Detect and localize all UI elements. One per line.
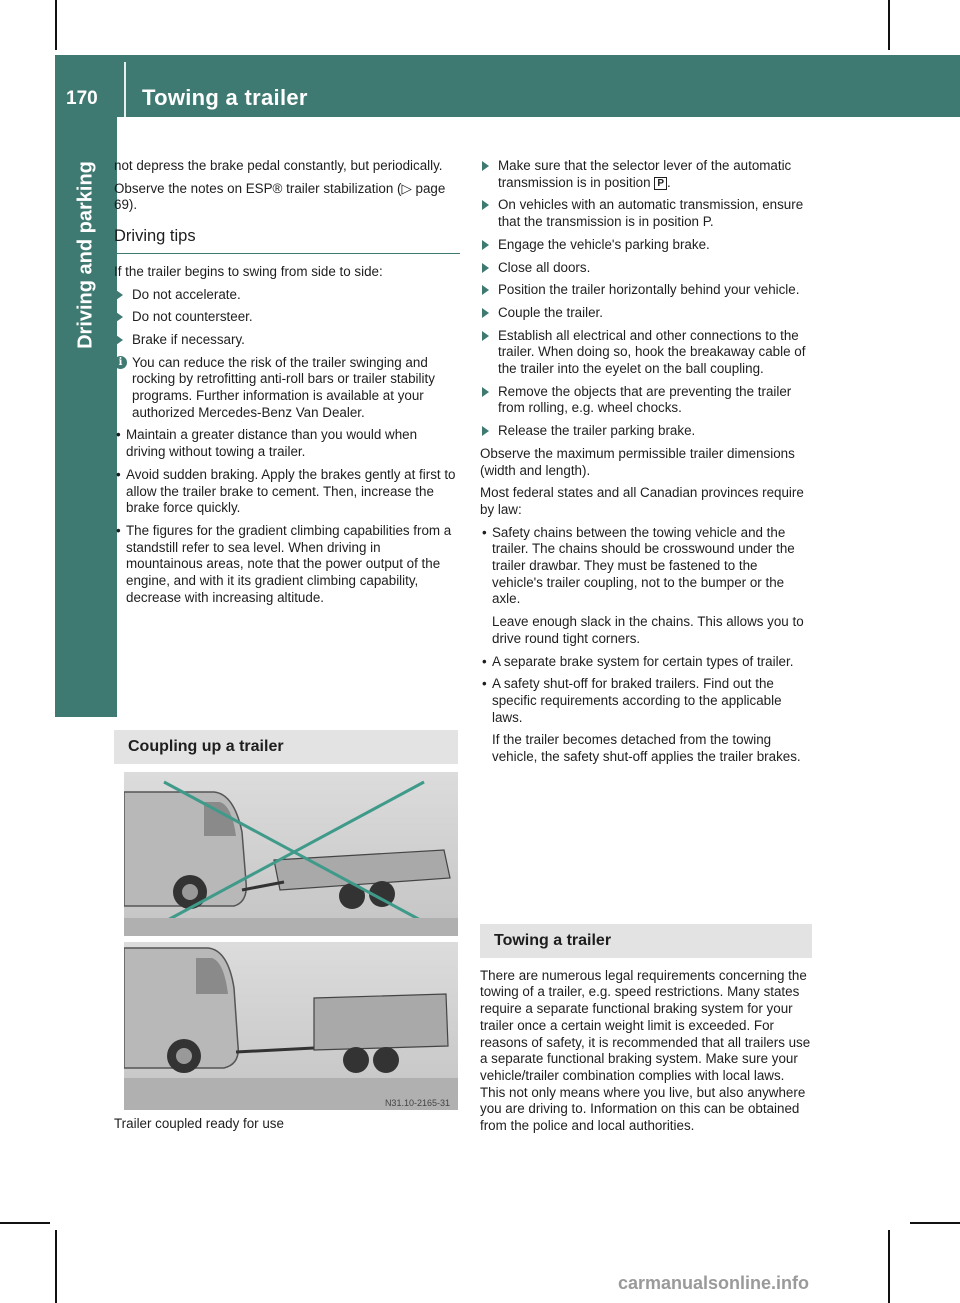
watermark-text: carmanualsonline.info (618, 1273, 810, 1293)
crop-mark (888, 1230, 890, 1303)
step-text: Engage the vehicle's parking brake. (498, 236, 710, 252)
bullet-dot-icon: • (116, 427, 121, 443)
step-arrow-icon (116, 290, 123, 300)
bullet-text: Maintain a greater distance than you would when driving without towing a trailer. (126, 427, 418, 460)
step-arrow-icon (482, 331, 489, 341)
step-arrow-icon (482, 387, 489, 397)
step-text: Couple the trailer. (498, 304, 603, 320)
step-text: Establish all electrical and other connections to the trailer. When doing so, hook the breakaway cable of the trailer into the eyelet on the ball coupling. (498, 327, 806, 377)
left-column (114, 158, 460, 612)
coupling-section (114, 730, 458, 774)
bullet-item (480, 525, 812, 609)
info-icon: i (114, 356, 127, 369)
towing-section (480, 924, 812, 1141)
bullet-sub-paragraph: Leave enough slack in the chains. This allows you to drive round tight corners. (492, 614, 804, 646)
step-item (480, 282, 812, 299)
step-arrow-icon (482, 263, 489, 273)
esp-note-paragraph: Observe the notes on ESP® trailer stabilization (▷ page 69). (114, 180, 446, 213)
step-text: Close all doors. (498, 259, 591, 275)
coupling-illustration (124, 772, 458, 1110)
page-number: 170 (66, 88, 98, 109)
figure-caption: Trailer coupled ready for use (114, 1116, 284, 1131)
info-note (114, 355, 460, 422)
towing-body: There are numerous legal requirements concerning the towing of a trailer, e.g. speed restrictions. Many states require a separate functional braking system for your trailer once a certain weight limit is exceeded. For reasons of safety, it is recommended that all trailers use a separate functional braking system. Make sure your vehicle/trailer combination complies with local laws. This not only means where you live, but also anywhere you are driving to. Information on this can be obtained from the police and local authorities. (480, 967, 811, 1134)
gear-p-symbol: P (702, 214, 710, 230)
bullet-sub-paragraph: If the trailer becomes detached from the towing vehicle, the safety shut-off applies the trailer brakes. (492, 732, 801, 765)
page-title: Towing a trailer (142, 85, 308, 110)
step-item (480, 260, 812, 277)
step-item: On vehicles with an automatic transmission, ensure that the transmission is in position P. (480, 197, 812, 230)
step-item (114, 309, 460, 326)
gear-p-symbol: P (654, 177, 667, 190)
driving-tips-heading: Driving tips (114, 227, 196, 246)
side-tab-label: Driving and parking (74, 161, 97, 349)
step-item (480, 328, 812, 378)
step-arrow-icon (482, 240, 489, 250)
intro-paragraph: not depress the brake pedal constantly, but periodically. (114, 158, 443, 173)
step-text: Do not countersteer. (132, 309, 253, 325)
step-text: Release the trailer parking brake. (498, 423, 696, 439)
bullet-dot-icon: • (116, 522, 121, 538)
step-arrow-icon (482, 285, 489, 295)
bullet-dot-icon: • (482, 676, 487, 692)
bullet-dot-icon: • (116, 466, 121, 482)
step-text: Brake if necessary. (132, 331, 245, 347)
step-item (480, 237, 812, 254)
coupling-section-title: Coupling up a trailer (114, 730, 458, 764)
bullet-item (114, 427, 460, 460)
step-item (480, 423, 812, 440)
step-item (480, 305, 812, 322)
bullet-text: Safety chains between the towing vehicle and the trailer. The chains should be crosswound under the trailer drawbar. They must be fastened to the vehicle's trailer coupling, not to the bumper or the axle. (492, 524, 795, 607)
bullet-dot-icon: • (482, 653, 487, 669)
step-text: Do not accelerate. (132, 286, 241, 302)
crop-mark (55, 1230, 57, 1303)
step-item (114, 332, 460, 349)
towing-section-title: Towing a trailer (480, 924, 812, 958)
figure-code: N31.10-2165-31 (384, 1098, 450, 1108)
step-arrow-icon (116, 312, 123, 322)
bullet-item (114, 467, 460, 517)
bullet-text: A separate brake system for certain types of trailer. (492, 653, 794, 669)
swing-intro: If the trailer begins to swing from side to side: (114, 263, 383, 279)
header-separator (124, 62, 126, 117)
step-arrow-icon (482, 426, 489, 436)
bullet-dot-icon: • (482, 524, 487, 540)
law-paragraph: Most federal states and all Canadian provinces require by law: (480, 485, 804, 517)
bullet-item (114, 523, 460, 607)
crop-mark (910, 1222, 960, 1224)
bullet-item (480, 676, 812, 726)
step-text: Position the trailer horizontally behind your vehicle. (498, 282, 800, 298)
bullet-text: The figures for the gradient climbing capabilities from a standstill refer to sea level. When driving in mountainous areas, note that the power output of the engine, and with it its gradient climbing capability, decrease with increasing altitude. (126, 522, 452, 605)
bullet-item (480, 654, 812, 671)
right-column (480, 158, 812, 772)
step-text: Remove the objects that are preventing the trailer from rolling, e.g. wheel chocks. (498, 383, 792, 416)
step-arrow-icon (482, 200, 489, 210)
info-note-text: You can reduce the risk of the trailer swinging and rocking by retrofitting anti-roll bars or trailer stability programs. Further information is available at your authorized Mercedes-Benz Van Dealer. (132, 354, 435, 420)
step-item (114, 287, 460, 304)
step-arrow-icon (482, 161, 489, 171)
bullet-text: Avoid sudden braking. Apply the brakes gently at first to allow the trailer brake to cement. Then, increase the brake force quickly. (126, 466, 456, 516)
dimensions-paragraph: Observe the maximum permissible trailer dimensions (width and length). (480, 445, 795, 478)
step-arrow-icon (116, 335, 123, 345)
crop-mark (888, 0, 890, 50)
step-item (480, 384, 812, 417)
crop-mark (55, 0, 57, 50)
step-item: Make sure that the selector lever of the automatic transmission is in position P . (480, 158, 812, 191)
step-text: On vehicles with an automatic transmission, ensure that the transmission is in position (498, 197, 804, 230)
coupling-illustration-svg (124, 772, 458, 1110)
crop-mark (0, 1222, 50, 1224)
step-arrow-icon (482, 308, 489, 318)
step-text: Make sure that the selector lever of the automatic transmission is in position (498, 158, 792, 190)
heading-rule (114, 253, 460, 254)
bullet-text: A safety shut-off for braked trailers. Find out the specific requirements according to the applicable laws. (492, 676, 782, 725)
